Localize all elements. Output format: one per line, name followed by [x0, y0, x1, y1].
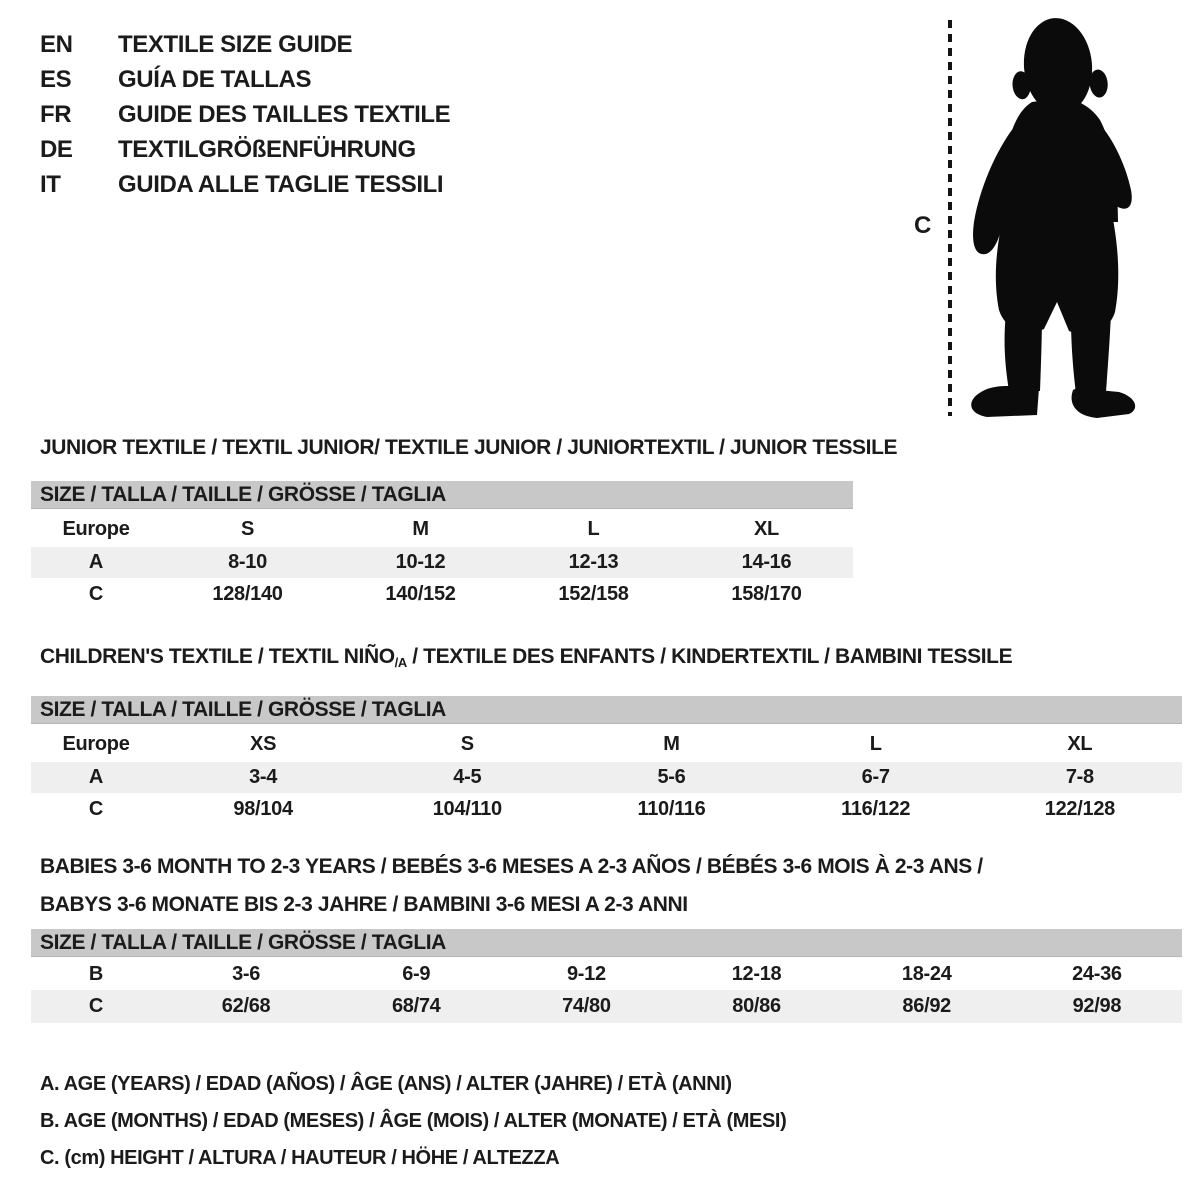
- age-cell: 4-5: [453, 766, 482, 788]
- age-cell: 14-16: [741, 551, 792, 573]
- age-cell: 10-12: [395, 551, 446, 573]
- row-label: B: [88, 963, 104, 985]
- row-label: A: [88, 551, 104, 573]
- size-cell: XS: [250, 732, 277, 755]
- size-cell: L: [587, 517, 600, 540]
- guide-title: GUIDE DES TAILLES TEXTILE: [118, 101, 451, 128]
- row-label: Europe: [62, 732, 130, 755]
- junior-textile-section: [31, 436, 898, 611]
- babies-size-header-bar: SIZE / TALLA / TAILLE / GRÖSSE / TAGLIA: [31, 929, 1182, 957]
- children-textile-section: [31, 645, 1182, 826]
- row-label: C: [88, 798, 104, 820]
- children-title-subscript: /A: [394, 655, 407, 670]
- table-row-height: [31, 578, 853, 611]
- table-row-height: [31, 990, 1182, 1023]
- babies-section-title: [31, 848, 1182, 924]
- height-measure-dashed-line: [948, 20, 952, 416]
- height-cell: 140/152: [385, 583, 456, 605]
- children-title-rest: / TEXTILE DES ENFANTS / KINDERTEXTIL / BAMBINI TESSILE: [406, 645, 1013, 668]
- junior-section-title: JUNIOR TEXTILE / TEXTIL JUNIOR/ TEXTILE JUNIOR / JUNIORTEXTIL / JUNIOR TESSILE: [40, 436, 898, 459]
- children-section-title: [31, 645, 1182, 675]
- size-cell: XL: [1067, 732, 1093, 755]
- height-cell: 152/158: [558, 583, 629, 605]
- children-size-table: [31, 726, 1182, 826]
- language-row-en: [40, 27, 450, 62]
- age-cell: 6-7: [861, 766, 890, 788]
- height-cell: 128/140: [212, 583, 283, 605]
- row-label: C: [88, 583, 104, 605]
- junior-size-table: [31, 511, 853, 611]
- guide-title: TEXTILGRÖßENFÜHRUNG: [118, 136, 416, 163]
- height-cell: 116/122: [841, 798, 911, 820]
- height-cell: 86/92: [902, 995, 951, 1017]
- table-row-age: [31, 547, 853, 578]
- height-cell: 98/104: [233, 798, 293, 820]
- height-cell: 92/98: [1072, 995, 1122, 1017]
- table-row-height: [31, 793, 1182, 826]
- height-cell: 104/110: [432, 798, 502, 820]
- babies-title-line2: BABYS 3-6 MONATE BIS 2-3 JAHRE / BAMBINI 3-6 MESI A 2-3 ANNI: [40, 893, 688, 916]
- children-size-header-bar: SIZE / TALLA / TAILLE / GRÖSSE / TAGLIA: [31, 696, 1182, 724]
- height-cell: 122/128: [1044, 798, 1115, 820]
- height-cell: 62/68: [221, 995, 271, 1017]
- months-cell: 3-6: [232, 963, 261, 985]
- months-cell: 24-36: [1072, 963, 1122, 985]
- height-cell: 110/116: [637, 798, 706, 820]
- height-cell: 80/86: [732, 995, 781, 1017]
- language-row-es: [40, 62, 450, 97]
- size-cell: M: [663, 732, 680, 755]
- legend-line-height: C. (cm) HEIGHT / ALTURA / HAUTEUR / HÖHE / ALTEZZA: [40, 1147, 560, 1169]
- children-title-main: CHILDREN'S TEXTILE / TEXTIL NIÑO: [40, 645, 395, 668]
- language-row-fr: [40, 97, 450, 132]
- junior-size-header-bar: SIZE / TALLA / TAILLE / GRÖSSE / TAGLIA: [31, 481, 853, 509]
- height-cell: 68/74: [391, 995, 441, 1017]
- size-cell: S: [240, 517, 255, 540]
- legend-line-age-months: B. AGE (MONTHS) / EDAD (MESES) / ÂGE (MOIS) / ALTER (MONATE) / ETÀ (MESI): [40, 1110, 787, 1132]
- language-row-de: [40, 132, 450, 167]
- age-cell: 5-6: [657, 766, 686, 788]
- months-cell: 6-9: [402, 963, 431, 985]
- size-cell: XL: [754, 517, 779, 540]
- row-label: C: [88, 995, 104, 1017]
- row-label: Europe: [62, 517, 130, 540]
- babies-textile-section: [31, 848, 1182, 1023]
- language-code: DE: [40, 136, 73, 163]
- age-cell: 12-13: [568, 551, 619, 573]
- height-measure-label: C: [914, 212, 931, 239]
- months-cell: 9-12: [566, 963, 606, 985]
- measurement-legend: [40, 1066, 786, 1177]
- size-cell: S: [460, 732, 474, 755]
- age-cell: 8-10: [228, 551, 267, 573]
- legend-line-age-years: A. AGE (YEARS) / EDAD (AÑOS) / ÂGE (ANS) / ALTER (JAHRE) / ETÀ (ANNI): [40, 1073, 732, 1095]
- guide-title: TEXTILE SIZE GUIDE: [118, 31, 353, 58]
- age-cell: 3-4: [249, 766, 278, 788]
- months-cell: 12-18: [731, 963, 782, 985]
- guide-title: GUIDA ALLE TAGLIE TESSILI: [118, 171, 444, 198]
- language-code: IT: [40, 171, 61, 198]
- babies-title-line1: BABIES 3-6 MONTH TO 2-3 YEARS / BEBÉS 3-6 MESES A 2-3 AÑOS / BÉBÉS 3-6 MOIS À 2-3 ANS /: [40, 855, 983, 878]
- table-row-europe: [31, 726, 1182, 762]
- language-title-list: [40, 27, 450, 202]
- months-cell: 18-24: [901, 963, 952, 985]
- language-row-it: [40, 167, 450, 202]
- table-row-europe: [31, 511, 853, 547]
- language-code: FR: [40, 101, 72, 128]
- babies-size-table: [31, 959, 1182, 1023]
- language-code: EN: [40, 31, 73, 58]
- age-cell: 7-8: [1065, 766, 1094, 788]
- size-cell: M: [412, 517, 429, 540]
- height-cell: 74/80: [562, 995, 611, 1017]
- height-cell: 158/170: [731, 583, 802, 605]
- toddler-silhouette-icon: [960, 14, 1145, 422]
- size-cell: L: [869, 732, 882, 755]
- row-label: A: [88, 766, 104, 788]
- table-row-months: [31, 959, 1182, 990]
- table-row-age: [31, 762, 1182, 793]
- language-code: ES: [40, 66, 72, 93]
- guide-title: GUÍA DE TALLAS: [118, 66, 312, 93]
